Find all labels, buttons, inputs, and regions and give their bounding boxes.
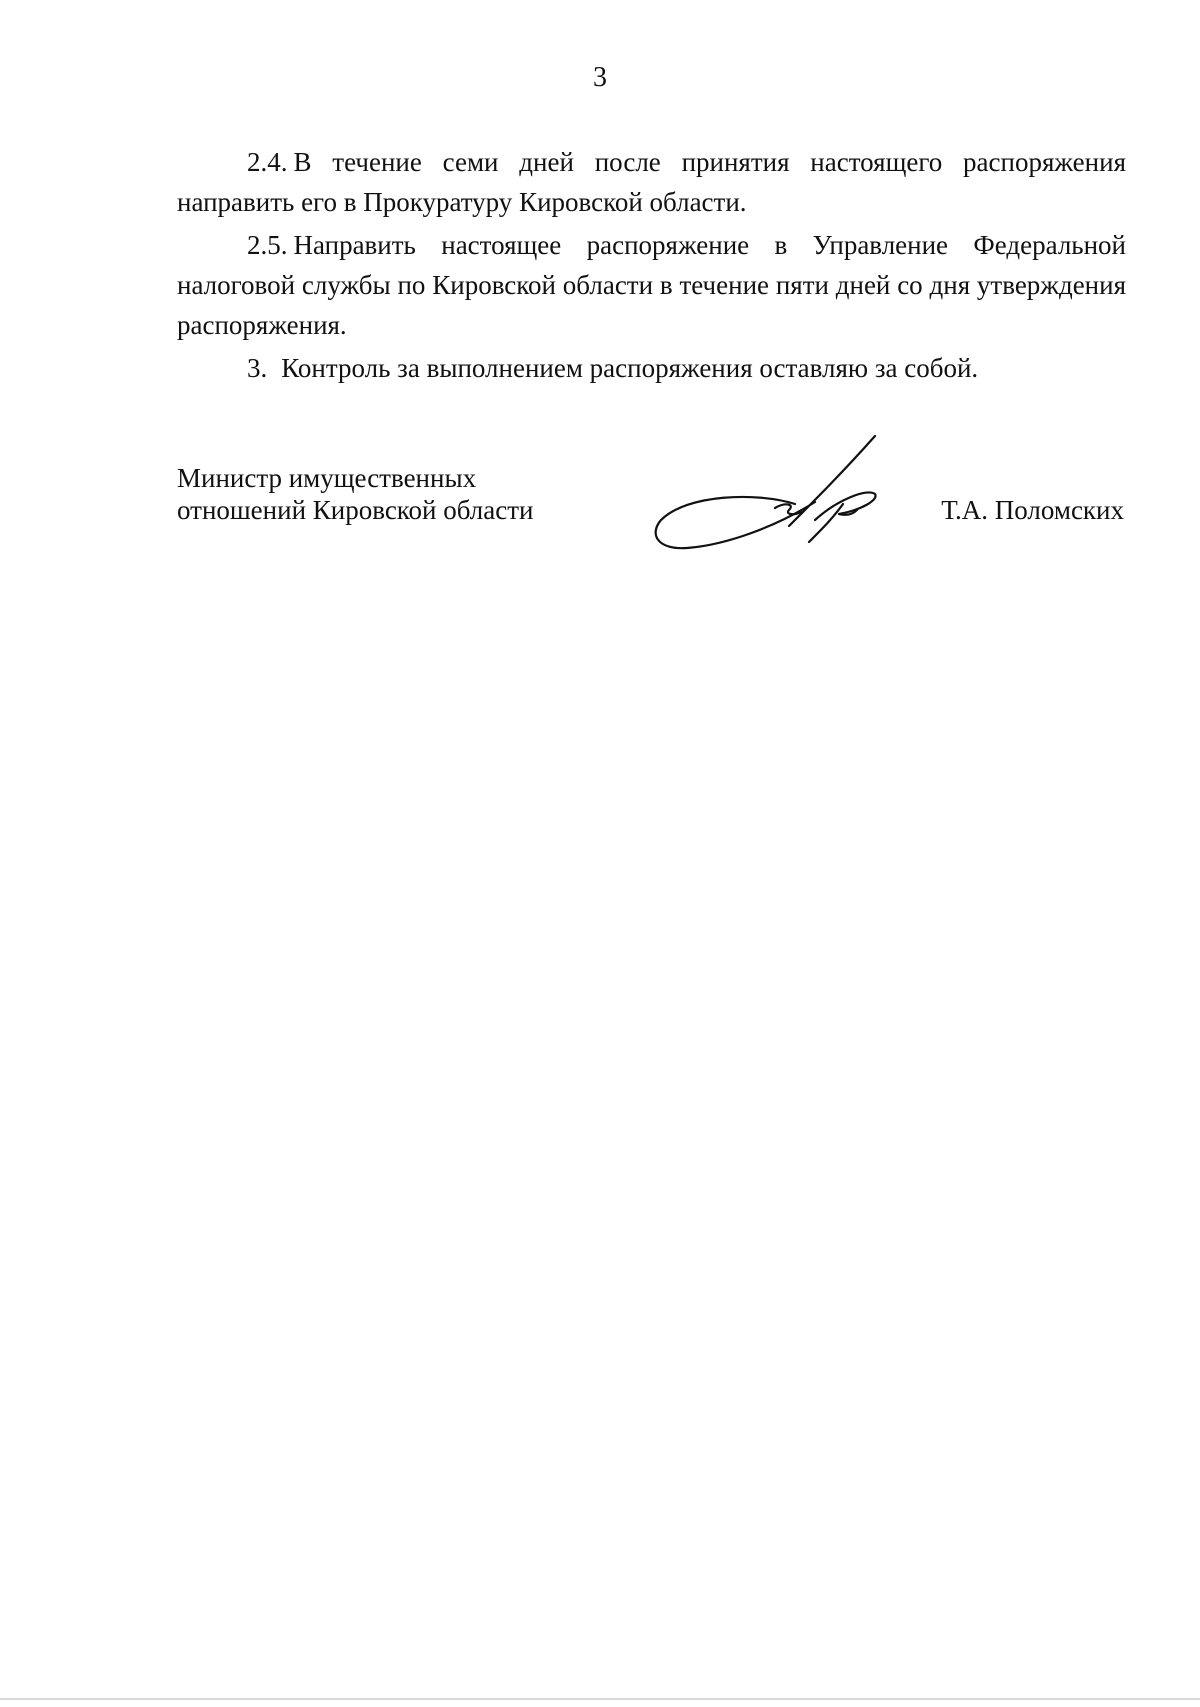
page-bottom-edge: [0, 1698, 1200, 1700]
signatory-position: [177, 462, 534, 526]
document-body: [177, 142, 1126, 391]
paragraph-text: Контроль за выполнением распоряжения оставляю за собой.: [281, 353, 979, 383]
paragraph-text: Направить настоящее распоряжение в Управление Федеральной налоговой службы по Кировской области в течение пяти дней со дня утверждения распоряжения.: [177, 230, 1126, 340]
paragraph-3: [177, 348, 1126, 388]
signature-block: [177, 460, 1132, 580]
signatory-position-line-1: Министр имущественных: [177, 463, 477, 493]
paragraph-number: 2.4.: [247, 147, 288, 177]
signatory-name: Т.А. Поломских: [941, 495, 1124, 525]
paragraph-number: 3.: [247, 353, 268, 383]
paragraph-text: В течение семи дней после принятия настоящего распоряжения направить его в Прокуратуру Кировской области.: [177, 147, 1126, 217]
paragraph-2-4: [177, 142, 1126, 222]
paragraph-2-5: [177, 225, 1126, 345]
handwritten-signature: [647, 430, 907, 560]
page-number: 3: [593, 62, 607, 93]
signatory-position-line-2: отношений Кировской области: [177, 495, 534, 525]
paragraph-number: 2.5.: [247, 230, 288, 260]
